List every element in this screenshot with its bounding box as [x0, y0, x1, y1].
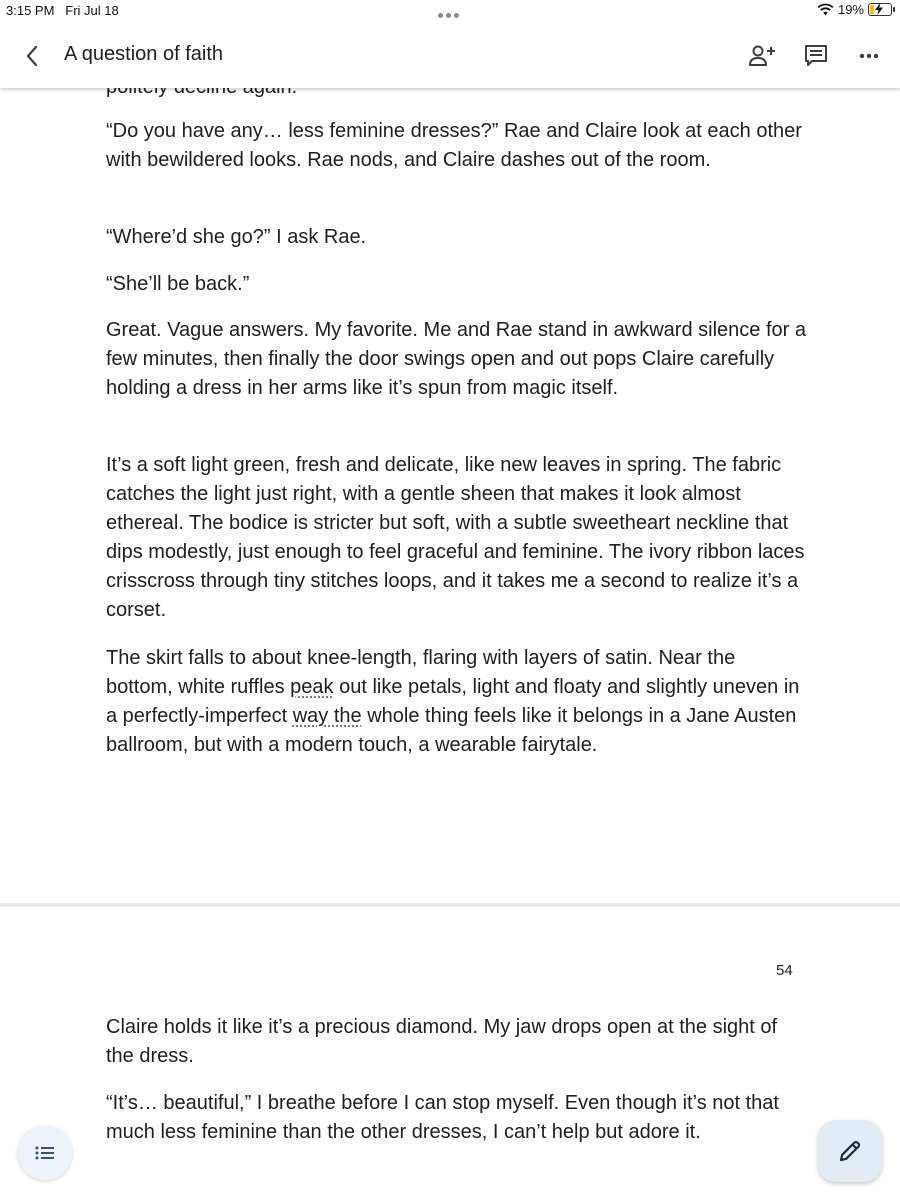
battery-percent: 19%	[837, 2, 864, 17]
status-time: 3:15 PM	[6, 3, 55, 18]
document-paragraph[interactable]: Claire holds it like it’s a precious diamond. My jaw drops open at the sight of the dress.	[106, 1016, 778, 1067]
grammar-suggestion-way-the[interactable]: way the	[292, 705, 362, 727]
document-paragraph[interactable]: “Where’d she go?” I ask Rae.	[106, 226, 367, 248]
status-indicators	[817, 2, 892, 17]
status-time-date	[6, 3, 119, 18]
edit-pencil-icon	[837, 1138, 863, 1164]
document-paragraph[interactable]: “Do you have any… less feminine dresses?” Rae and Claire look at each other with bewildered looks. Rae nods, and Claire dashes out of the room.	[106, 120, 802, 171]
document-title[interactable]: A question of faith	[64, 43, 224, 65]
document-paragraph-skirt[interactable]	[106, 644, 806, 760]
share-button[interactable]	[747, 41, 777, 71]
document-paragraph[interactable]: “It’s… beautiful,” I breathe before I can stop myself. Even though it’s not that much less feminine than the other dresses, I can’t help but adore it.	[106, 1092, 779, 1143]
text-run: The skirt falls to about knee-length, flaring with layers of satin. Near the bottom, white ruffles	[106, 647, 736, 698]
document-paragraph[interactable]: Great. Vague answers. My favorite. Me and Rae stand in awkward silence for a few minutes, then finally the door swings open and out pops Claire carefully holding a dress in her arms like it’s spun from magic itself.	[106, 319, 806, 399]
status-date: Fri Jul 18	[65, 3, 119, 18]
comments-button[interactable]	[801, 41, 831, 71]
add-person-icon	[748, 44, 776, 68]
edit-button[interactable]	[818, 1120, 882, 1182]
more-options-button[interactable]	[854, 41, 884, 71]
battery-icon	[868, 3, 892, 16]
document-paragraph[interactable]: “She’ll be back.”	[106, 273, 250, 295]
text-run: whole thing feels like it belongs in a Jane Austen ballroom, but with a modern touch, a wearable fairytale.	[106, 705, 797, 756]
outline-button[interactable]	[18, 1126, 72, 1180]
multitasking-dots-icon[interactable]	[438, 5, 464, 15]
back-chevron-icon	[25, 45, 39, 67]
page-number: 54	[776, 962, 793, 979]
back-button[interactable]	[18, 41, 46, 71]
spelling-suggestion-peak[interactable]: peak	[290, 676, 334, 698]
wifi-icon	[817, 3, 834, 16]
document-paragraph[interactable]: It’s a soft light green, fresh and delicate, like new leaves in spring. The fabric catches the light just right, with a gentle sheen that makes it look almost ethereal. The bodice is stricter but soft, with a subtle sweetheart neckline that dips modestly, just enough to feel graceful and feminine. The ivory ribbon laces crisscross through tiny stitches loops, and it takes me a second to realize it’s a corset.	[106, 454, 805, 621]
more-options-icon	[859, 53, 879, 59]
status-bar	[0, 0, 900, 24]
comment-icon	[803, 43, 829, 69]
document-toolbar	[0, 24, 900, 88]
text-run: out like petals, light and floaty and slightly uneven in a perfectly-imperfect	[106, 676, 800, 727]
outline-list-icon	[35, 1145, 55, 1161]
page-break	[0, 903, 900, 907]
